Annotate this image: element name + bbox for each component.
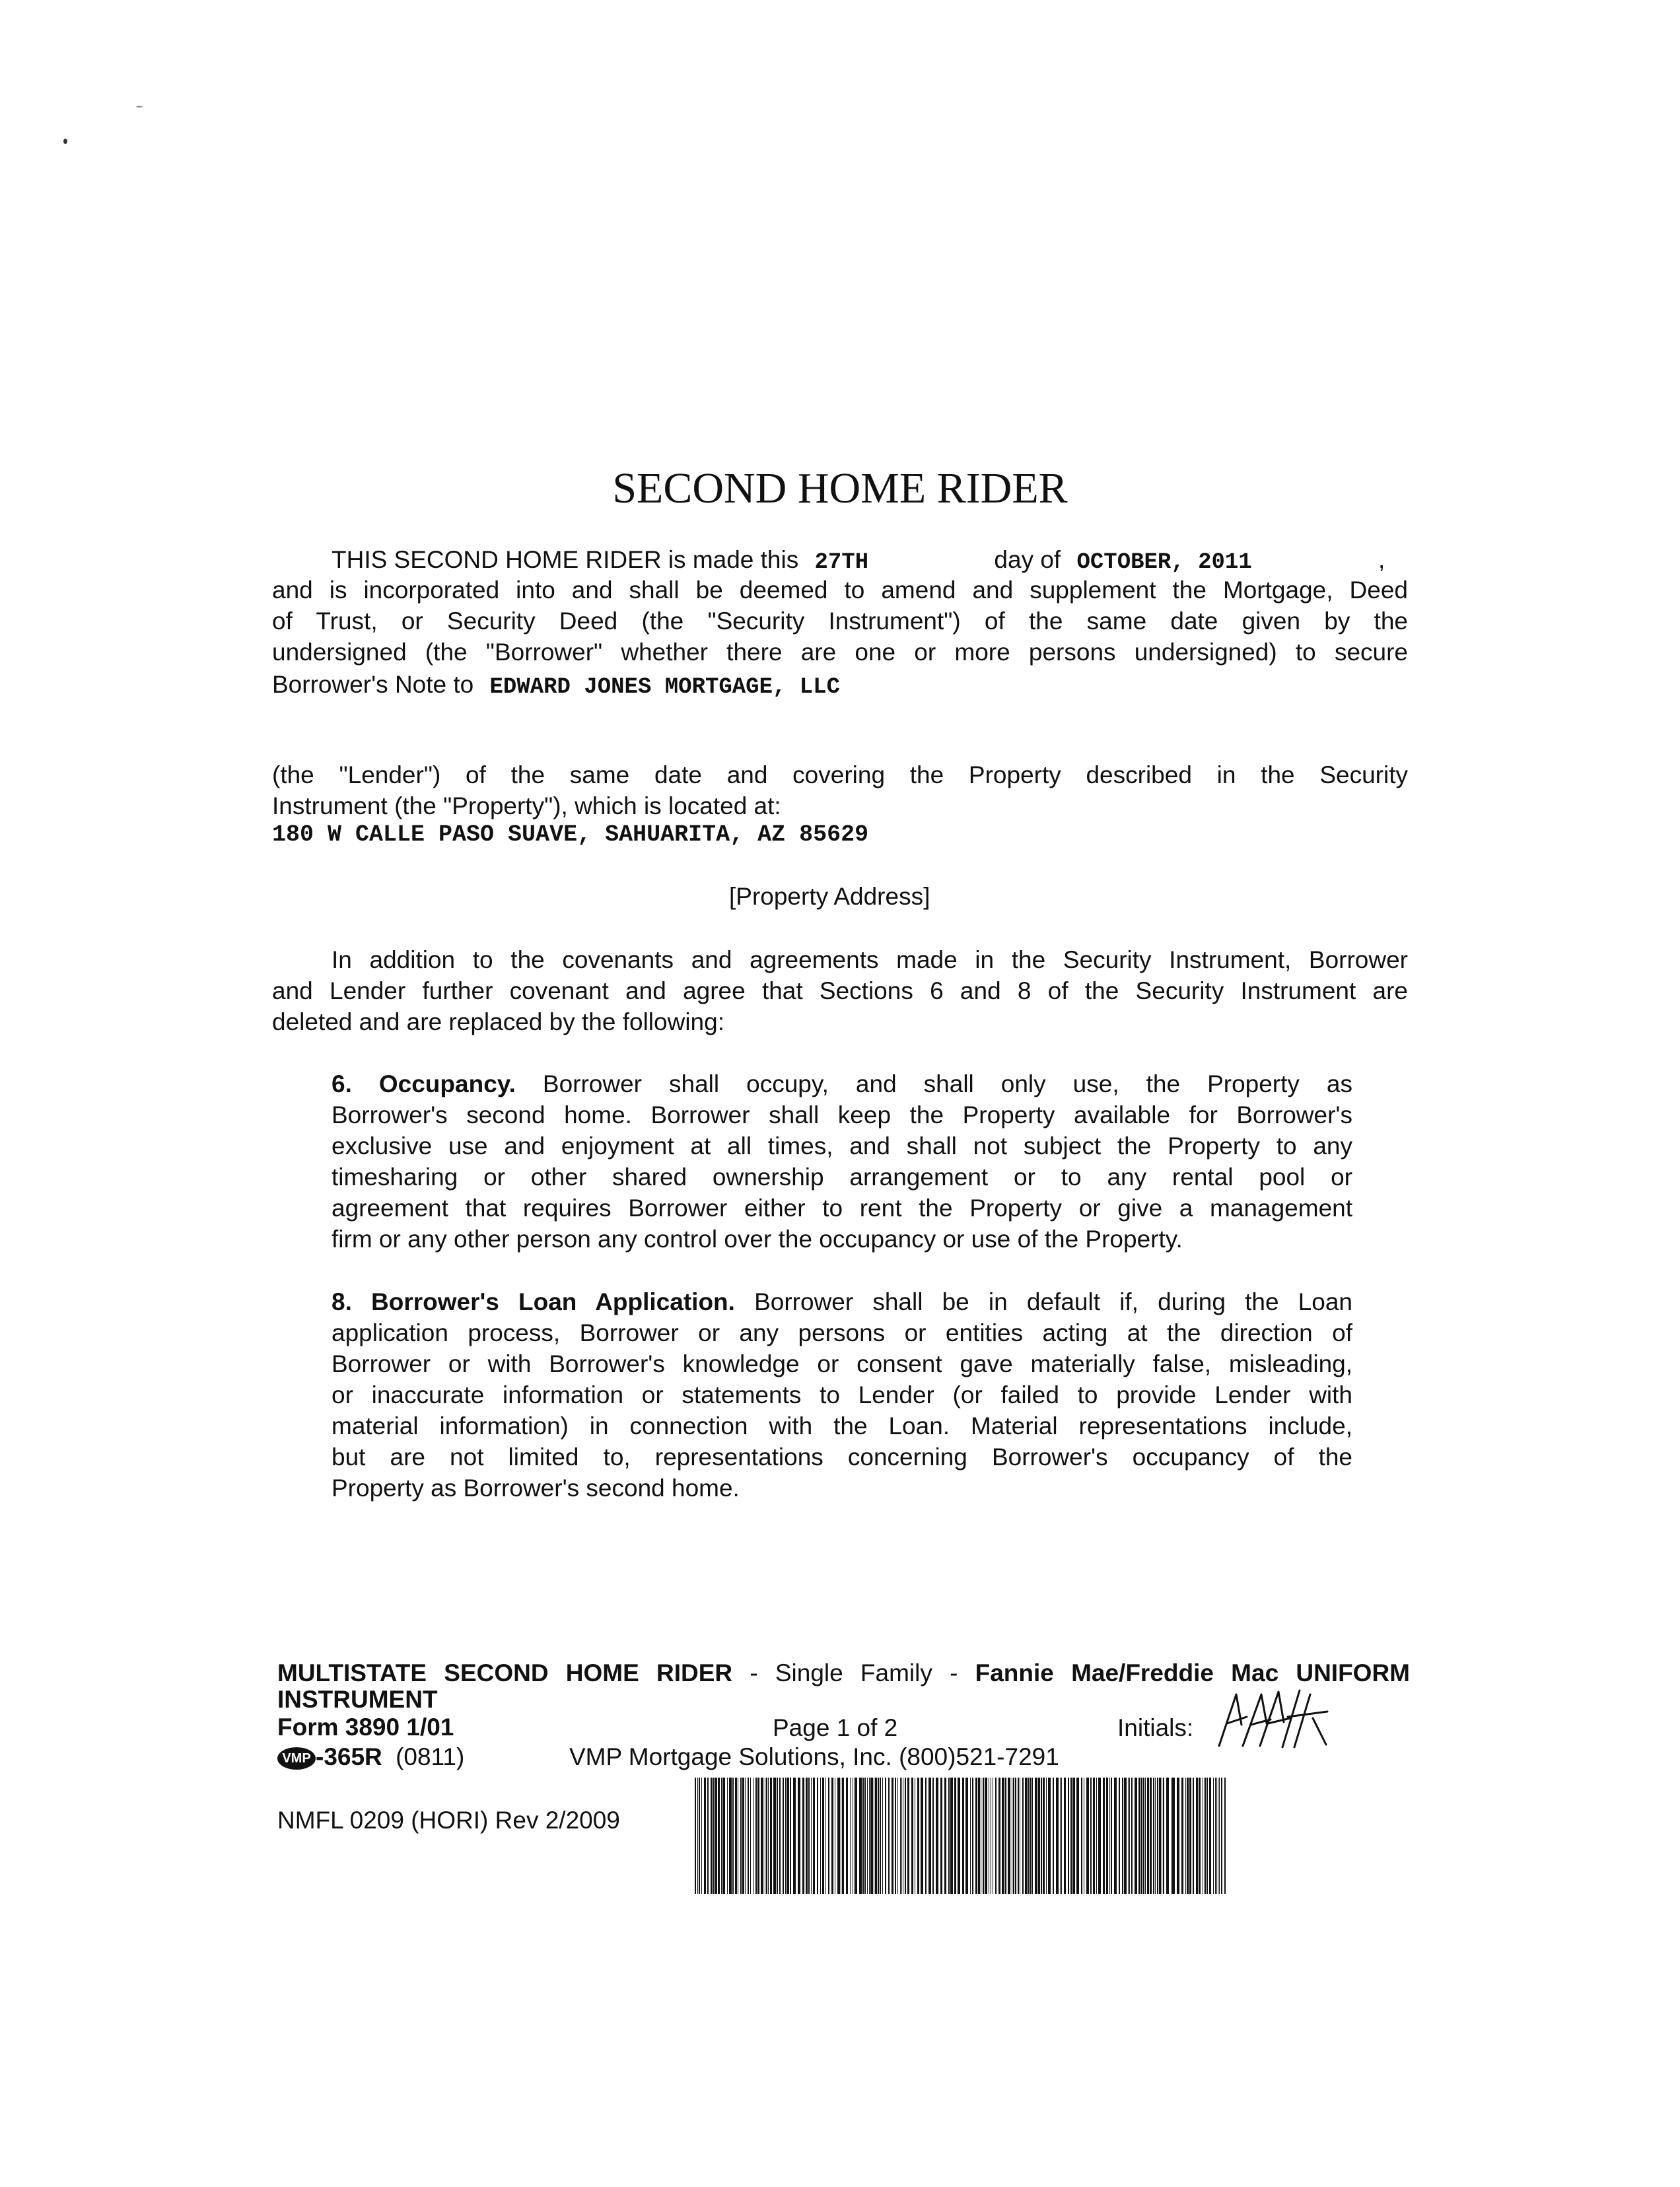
barcode-bar — [740, 1778, 742, 1894]
barcode-bar — [1219, 1778, 1220, 1894]
barcode-bar — [1064, 1778, 1066, 1894]
barcode-bar — [773, 1778, 776, 1894]
barcode-bar — [962, 1778, 964, 1894]
barcode-bar — [1018, 1778, 1019, 1894]
barcode-bar — [975, 1778, 977, 1894]
footer-form-title-line-2: INSTRUMENT — [277, 1686, 438, 1713]
section-8-line-1 — [332, 1286, 1352, 1318]
barcode-bar — [1177, 1778, 1179, 1894]
barcode-bar — [1025, 1778, 1028, 1894]
barcode-bar — [822, 1778, 824, 1894]
barcode-bar — [928, 1778, 931, 1894]
barcode-bar — [1224, 1778, 1226, 1894]
footer-title-part: Fannie Mae/Freddie Mac UNIFORM — [975, 1659, 1411, 1686]
barcode-bar — [1172, 1778, 1175, 1894]
barcode-bar — [1159, 1778, 1161, 1894]
barcode-bar — [798, 1778, 800, 1894]
barcode-bar — [727, 1778, 728, 1894]
barcode-bar — [1181, 1778, 1183, 1894]
barcode-bar — [1135, 1778, 1137, 1894]
barcode-bar — [1196, 1778, 1198, 1894]
barcode-bar — [1030, 1778, 1032, 1894]
barcode-bar — [1043, 1778, 1045, 1894]
barcode-bar — [875, 1778, 877, 1894]
barcode-bar — [699, 1778, 700, 1894]
barcode-bar — [1124, 1778, 1127, 1894]
barcode-bar — [907, 1778, 909, 1894]
barcode-bar — [793, 1778, 796, 1894]
barcode-bar — [1153, 1778, 1154, 1894]
barcode-bar — [745, 1778, 746, 1894]
barcode-bar — [995, 1778, 997, 1894]
barcode-bar — [770, 1778, 772, 1894]
barcode-bar — [878, 1778, 879, 1894]
rider-day: 27TH — [814, 550, 869, 575]
barcode-bar — [715, 1778, 717, 1894]
footer-page-number: Page 1 of 2 — [773, 1714, 898, 1741]
barcode-bar — [817, 1778, 818, 1894]
barcode-bar — [828, 1778, 829, 1894]
barcode-bar — [892, 1778, 893, 1894]
intro-text: Borrower's Note to — [272, 671, 474, 698]
barcode-bar — [713, 1778, 715, 1894]
barcode-bar — [787, 1778, 789, 1894]
barcode-bar — [1189, 1778, 1191, 1894]
barcode-bar — [895, 1778, 896, 1894]
barcode-bar — [948, 1778, 950, 1894]
barcode-bar — [859, 1778, 862, 1894]
barcode-bar — [900, 1778, 901, 1894]
barcode-bar — [707, 1778, 709, 1894]
footer-vmp-line — [277, 1743, 464, 1771]
barcode-bar — [1205, 1778, 1206, 1894]
intro-line-5 — [272, 669, 840, 704]
covenant-line-3: deleted and are replaced by the following: — [272, 1008, 724, 1035]
barcode-bar — [1199, 1778, 1201, 1894]
footer-vendor: VMP Mortgage Solutions, Inc. (800)521-7291 — [569, 1743, 1059, 1770]
barcode-bar — [1053, 1778, 1054, 1894]
section-6-line-1 — [332, 1068, 1352, 1100]
barcode-bar — [831, 1778, 833, 1894]
barcode-bar — [718, 1778, 720, 1894]
barcode-bar — [722, 1778, 725, 1894]
barcode-bar — [704, 1778, 706, 1894]
barcode-bar — [1093, 1778, 1095, 1894]
barcode-bar — [1041, 1778, 1042, 1894]
barcode-bar — [1215, 1778, 1216, 1894]
barcode-bar — [1008, 1778, 1010, 1894]
footer-form-number: Form 3890 1/01 — [277, 1714, 454, 1741]
barcode-bar — [1163, 1778, 1164, 1894]
section-6-heading: 6. Occupancy. — [332, 1070, 516, 1097]
intro-text: day of — [994, 546, 1061, 573]
barcode-bar — [978, 1778, 980, 1894]
section-8-heading: 8. Borrower's Loan Application. — [332, 1288, 735, 1315]
barcode-bar — [1157, 1778, 1158, 1894]
barcode-bar — [901, 1778, 902, 1894]
barcode-bar — [1138, 1778, 1140, 1894]
barcode-bar — [1111, 1778, 1112, 1894]
section-6-line-5: agreement that requires Borrower either to rent the Property or give a management — [332, 1195, 1352, 1222]
barcode-bar — [862, 1778, 864, 1894]
barcode-bar — [701, 1778, 702, 1894]
barcode-bar — [1204, 1778, 1205, 1894]
property-address-caption: [Property Address] — [729, 883, 930, 910]
footer-title-part: MULTISTATE SECOND HOME RIDER — [277, 1659, 733, 1686]
barcode-bar — [1096, 1778, 1097, 1894]
section-8-text: Borrower shall be in default if, during the Loan — [754, 1288, 1352, 1315]
footer-title-part: - Single Family - — [732, 1659, 975, 1686]
section-6-line-4: timesharing or other shared ownership arrangement or to any rental pool or — [332, 1163, 1352, 1191]
barcode-bar — [711, 1778, 713, 1894]
barcode-bar — [897, 1778, 898, 1894]
barcode-bar — [1061, 1778, 1062, 1894]
covenant-line-2: and Lender further covenant and agree that Sections 6 and 8 of the Security Instrument are — [272, 977, 1408, 1004]
barcode-bar — [864, 1778, 866, 1894]
barcode-bar — [882, 1778, 883, 1894]
barcode-bar — [777, 1778, 778, 1894]
barcode-bar — [1131, 1778, 1133, 1894]
barcode-bar — [1056, 1778, 1059, 1894]
intro-line-4: undersigned (the "Borrower" whether there are one or more persons undersigned) to secure — [272, 639, 1408, 666]
barcode-bar — [880, 1778, 881, 1894]
lender-line-2: Instrument (the "Property"), which is located at: — [272, 792, 781, 819]
barcode-bar — [1048, 1778, 1051, 1894]
barcode-bar — [806, 1778, 808, 1894]
barcode-bar — [1103, 1778, 1105, 1894]
barcode-bar — [1013, 1778, 1014, 1894]
barcode-bar — [1109, 1778, 1110, 1894]
barcode-bar — [1032, 1778, 1033, 1894]
property-address: 180 W CALLE PASO SUAVE, SAHUARITA, AZ 85629 — [272, 821, 869, 848]
barcode-bar — [790, 1778, 791, 1894]
intro-text: , — [1378, 546, 1385, 573]
vmp-form-code: -365R — [316, 1743, 382, 1770]
rider-month-year: OCTOBER, 2011 — [1076, 550, 1252, 575]
section-6-line-3: exclusive use and enjoyment at all times, and shall not subject the Property to any — [332, 1132, 1352, 1160]
barcode-bar — [854, 1778, 855, 1894]
barcode-bar — [1141, 1778, 1142, 1894]
barcode-bar — [813, 1778, 815, 1894]
barcode-bar — [1086, 1778, 1089, 1894]
barcode-bar — [1193, 1778, 1194, 1894]
section-8-line-5: material information) in connection with the Loan. Material representations include, — [332, 1412, 1352, 1440]
document-title: SECOND HOME RIDER — [612, 464, 1068, 512]
barcode-bar — [1129, 1778, 1130, 1894]
barcode-bar — [1213, 1778, 1214, 1894]
barcode-bar — [1155, 1778, 1156, 1894]
barcode-bar — [695, 1778, 696, 1894]
barcode-bar — [925, 1778, 927, 1894]
barcode-bar — [1046, 1778, 1047, 1894]
barcode-bar — [1076, 1778, 1079, 1894]
intro-line-3: of Trust, or Security Deed (the "Security Instrument") of the same date given by the — [272, 608, 1408, 635]
barcode-bar — [950, 1778, 953, 1894]
barcode-bar — [1035, 1778, 1037, 1894]
barcode-bar — [750, 1778, 751, 1894]
section-8-line-3: Borrower or with Borrower's knowledge or consent gave materially false, misleading, — [332, 1350, 1352, 1377]
barcode-bar — [1119, 1778, 1120, 1894]
covenant-line-1: In addition to the covenants and agreements made in the Security Instrument, Borrower — [332, 946, 1408, 973]
footer-nmfl: NMFL 0209 (HORI) Rev 2/2009 — [277, 1807, 620, 1834]
barcode-bar — [1128, 1778, 1129, 1894]
intro-line-1 — [332, 544, 1408, 579]
footer-form-title — [277, 1660, 1410, 1686]
barcode-bar — [905, 1778, 906, 1894]
barcode-bar — [1090, 1778, 1092, 1894]
barcode-bar — [921, 1778, 923, 1894]
barcode-bar — [954, 1778, 956, 1894]
barcode-bar — [888, 1778, 890, 1894]
barcode-bar — [1209, 1778, 1211, 1894]
barcode-bar — [1015, 1778, 1016, 1894]
vmp-logo: VMP — [277, 1747, 316, 1770]
barcode-bar — [917, 1778, 919, 1894]
barcode-bar — [998, 1778, 1000, 1894]
barcode-bar — [1002, 1778, 1004, 1894]
barcode-bar — [1122, 1778, 1123, 1894]
barcode-bar — [1147, 1778, 1149, 1894]
barcode-bar — [940, 1778, 942, 1894]
section-6-line-6: firm or any other person any control over the occupancy or use of the Property. — [332, 1226, 1183, 1253]
scan-speck — [136, 106, 143, 108]
barcode-bar — [842, 1778, 844, 1894]
barcode-bar — [885, 1778, 886, 1894]
section-6-text: Borrower shall occupy, and shall only use, the Property as — [542, 1070, 1352, 1097]
barcode-bar — [1072, 1778, 1075, 1894]
barcode-bar — [748, 1778, 749, 1894]
barcode-bar — [1098, 1778, 1101, 1894]
barcode-bar — [1114, 1778, 1117, 1894]
barcode-bar — [755, 1778, 757, 1894]
barcode-bar — [1022, 1778, 1024, 1894]
barcode-bar — [811, 1778, 812, 1894]
barcode-bar — [779, 1778, 781, 1894]
section-8-line-6: but are not limited to, representations concerning Borrower's occupancy of the — [332, 1443, 1352, 1471]
barcode-bar — [837, 1778, 840, 1894]
barcode-bar — [970, 1778, 971, 1894]
footer-initials-label: Initials: — [1117, 1714, 1194, 1741]
intro-text: THIS SECOND HOME RIDER is made this — [332, 546, 799, 573]
barcode-bar — [820, 1778, 821, 1894]
lender-name: EDWARD JONES MORTGAGE, LLC — [489, 675, 841, 700]
barcode-bar — [1185, 1778, 1186, 1894]
barcode-bar — [735, 1778, 737, 1894]
barcode-bar — [721, 1778, 722, 1894]
barcode-bar — [768, 1778, 769, 1894]
barcode-bar — [825, 1778, 826, 1894]
barcode-bar — [1106, 1778, 1108, 1894]
barcode-bar — [785, 1778, 787, 1894]
barcode-bar — [783, 1778, 784, 1894]
initials-signature — [1214, 1685, 1330, 1751]
barcode-bar — [869, 1778, 870, 1894]
barcode-bar — [1150, 1778, 1152, 1894]
barcode-bar — [1005, 1778, 1006, 1894]
barcode-bar — [985, 1778, 987, 1894]
barcode-bar — [802, 1778, 804, 1894]
barcode-bar — [1068, 1778, 1069, 1894]
scan-speck — [63, 139, 67, 144]
barcode-bar — [808, 1778, 810, 1894]
barcode-bar — [1070, 1778, 1072, 1894]
barcode-bar — [1187, 1778, 1189, 1894]
barcode-bar — [729, 1778, 732, 1894]
barcode-bar — [846, 1778, 848, 1894]
barcode-bar — [936, 1778, 938, 1894]
section-6-line-2: Borrower's second home. Borrower shall keep the Property available for Borrower's — [332, 1101, 1352, 1128]
lender-line-1: (the "Lender") of the same date and covering the Property described in the Security — [272, 761, 1408, 788]
barcode-bar — [965, 1778, 968, 1894]
barcode-bar — [1166, 1778, 1169, 1894]
barcode-bar — [983, 1778, 984, 1894]
barcode-bar — [870, 1778, 873, 1894]
barcode-bar — [742, 1778, 744, 1894]
section-8-line-2: application process, Borrower or any persons or entities acting at the direction of — [332, 1319, 1352, 1346]
barcode-bar — [1081, 1778, 1082, 1894]
barcode-bar — [1028, 1778, 1030, 1894]
barcode-bar — [972, 1778, 973, 1894]
barcode-bar — [1038, 1778, 1040, 1894]
barcode-bar — [1221, 1778, 1222, 1894]
barcode-bar — [1060, 1778, 1061, 1894]
barcode-bar — [932, 1778, 934, 1894]
barcode-bar — [911, 1778, 913, 1894]
barcode-bar — [850, 1778, 851, 1894]
barcode-bar — [1171, 1778, 1172, 1894]
barcode-bar — [867, 1778, 868, 1894]
barcode-bar — [757, 1778, 759, 1894]
section-8-line-4: or inaccurate information or statements to Lender (or failed to provide Lender with — [332, 1381, 1352, 1408]
barcode-bar — [1207, 1778, 1208, 1894]
vmp-form-date: (0811) — [396, 1743, 465, 1770]
barcode-bar — [697, 1778, 698, 1894]
barcode-bar — [958, 1778, 960, 1894]
barcode-bar — [732, 1778, 734, 1894]
barcode-bar — [761, 1778, 763, 1894]
barcode-bar — [1143, 1778, 1144, 1894]
barcode-bar — [766, 1778, 767, 1894]
intro-line-2: and is incorporated into and shall be deemed to amend and supplement the Mortgage, Deed — [272, 576, 1408, 604]
section-8-line-7: Property as Borrower's second home. — [332, 1475, 740, 1502]
barcode-bar — [944, 1778, 946, 1894]
barcode-bar — [855, 1778, 857, 1894]
barcode — [693, 1778, 1228, 1894]
barcode-bar — [1216, 1778, 1217, 1894]
barcode-bar — [1145, 1778, 1146, 1894]
